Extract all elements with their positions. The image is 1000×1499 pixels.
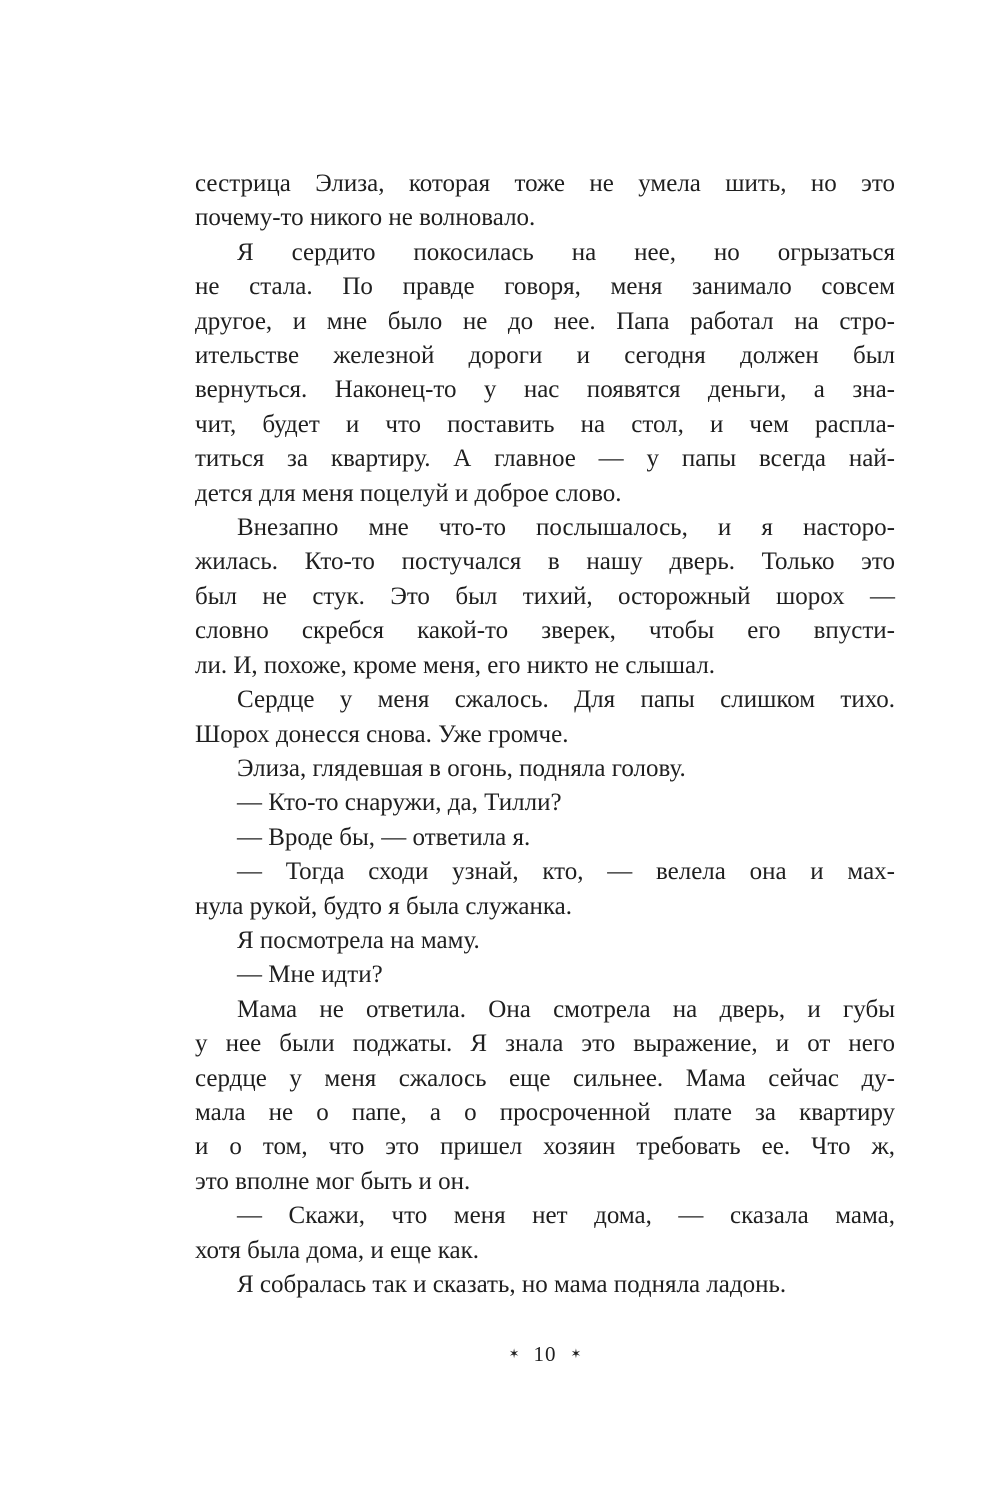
paragraph [195,924,895,958]
text-line: это вполне мог быть и он. [195,1167,471,1195]
text-block [195,167,895,1302]
text-line: не стала. По правде говоря, меня занимало совсем [195,273,895,301]
page-footer [195,1342,895,1367]
text-line: Мама не ответила. Она смотрела на дверь, и губы [237,995,895,1023]
paragraph [195,855,895,924]
text-line: жилась. Кто-то постучался в нашу дверь. Только это [195,548,895,576]
page-number: 10 [533,1342,557,1366]
text-line: мала не о папе, а о просроченной плате за квартиру [195,1098,895,1126]
text-line: словно скребся какой-то зверек, чтобы его впусти- [195,617,895,645]
text-line: вернуться. Наконец-то у нас появятся деньги, а зна- [195,376,895,404]
text-line: — Мне идти? [237,961,383,989]
text-line: дется для меня поцелуй и доброе слово. [195,479,622,507]
star-right-icon: ✶ [570,1347,582,1362]
paragraph [195,993,895,1199]
text-line: — Вроде бы, — ответила я. [237,823,531,851]
paragraph [195,821,895,855]
text-line: — Тогда сходи узнай, кто, — велела она и мах- [237,858,895,886]
text-line: другое, и мне было не до нее. Папа работал на стро- [195,307,895,335]
paragraph [195,1199,895,1268]
text-line: Я собралась так и сказать, но мама подняла ладонь. [237,1271,787,1298]
paragraph [195,1268,895,1302]
text-line: был не стук. Это был тихий, осторожный шорох — [195,582,895,610]
text-line: Шорох донесся снова. Уже громче. [195,720,569,748]
paragraph [195,752,895,786]
text-line: почему-то никого не волновало. [195,204,536,232]
text-line: Я посмотрела на маму. [237,926,480,954]
paragraph [195,683,895,752]
text-line: титься за квартиру. А главное — у папы всегда най- [195,445,895,473]
text-line: чит, будет и что поставить на стол, и чем распла- [195,410,895,438]
text-line: — Кто-то снаружи, да, Тилли? [237,789,562,817]
text-line: — Скажи, что меня нет дома, — сказала мама, [237,1202,895,1230]
paragraph [195,958,895,992]
text-line: сердце у меня сжалось еще сильнее. Мама сейчас ду- [195,1064,895,1092]
star-left-icon: ✶ [508,1347,520,1362]
text-line: ительстве железной дороги и сегодня должен был [195,342,895,370]
text-line: и о том, что это пришел хозяин требовать ее. Что ж, [195,1133,895,1161]
text-line: Элиза, глядевшая в огонь, подняла голову. [237,754,686,782]
text-line: сестрица Элиза, которая тоже не умела шить, но это [195,170,895,197]
paragraph [195,511,895,683]
paragraph [195,236,895,511]
text-line: хотя была дома, и еще как. [195,1236,479,1264]
text-line: Внезапно мне что-то послышалось, и я насторо- [237,514,895,542]
text-line: нула рукой, будто я была служанка. [195,892,572,920]
text-line: Сердце у меня сжалось. Для папы слишком тихо. [237,686,895,714]
paragraph [195,167,895,236]
text-line: Я сердито покосилась на нее, но огрызаться [237,238,895,266]
paragraph [195,786,895,820]
text-line: ли. И, похоже, кроме меня, его никто не слышал. [195,651,716,679]
text-line: у нее были поджаты. Я знала это выражение, и от него [195,1030,895,1058]
